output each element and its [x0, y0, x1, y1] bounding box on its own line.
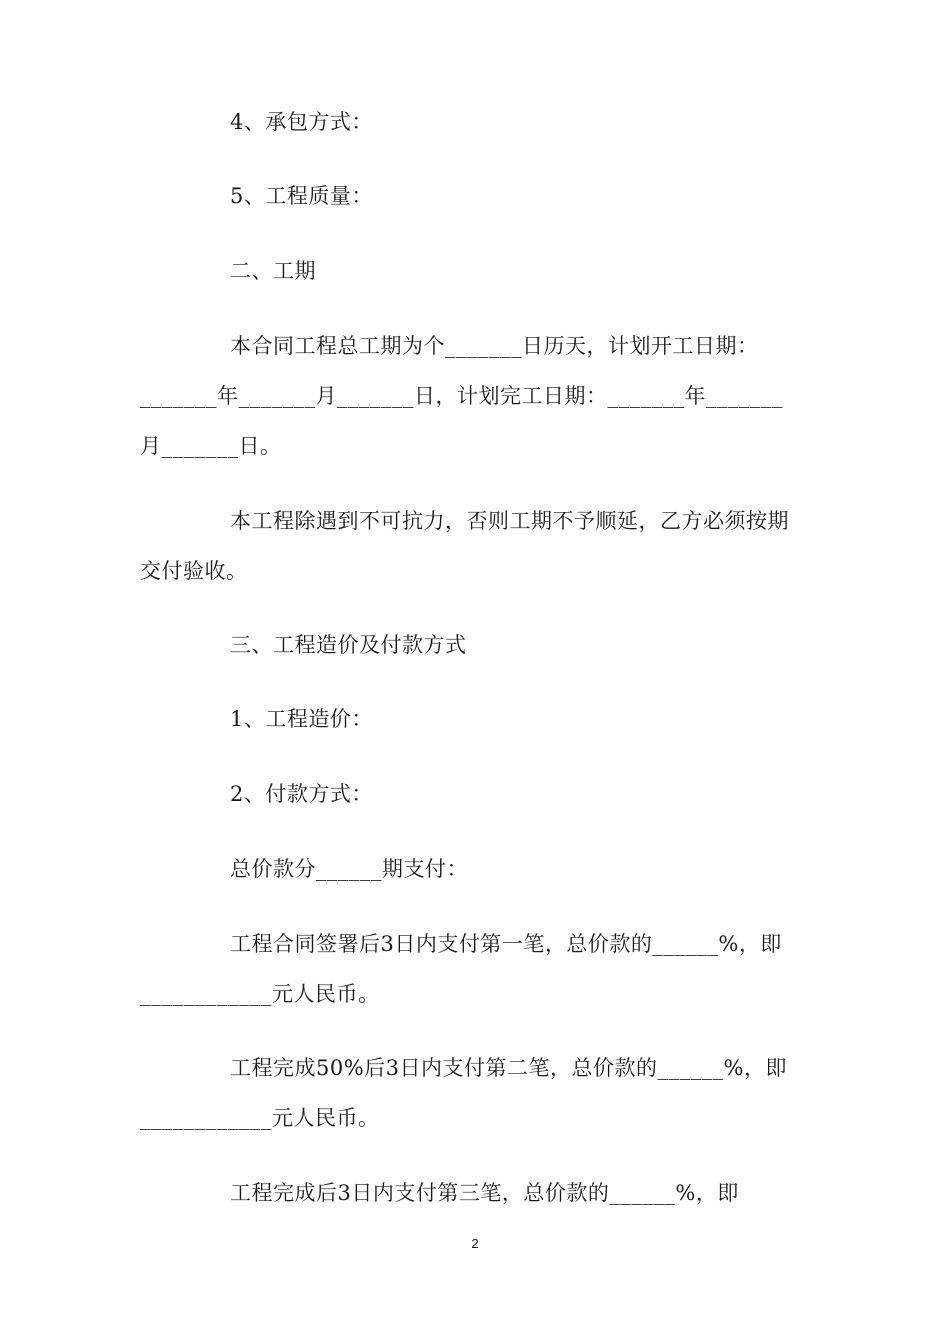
payment-2-line-1: 工程完成50%后3日内支付第二笔，总价款的______%，即: [230, 1056, 787, 1080]
duration-paragraph-line-2: _______年_______月_______日，计划完工日期：_______年_______: [140, 384, 783, 408]
force-majeure-paragraph-line-2: 交付验收。: [140, 559, 248, 583]
force-majeure-paragraph-line-1: 本工程除遇到不可抗力，否则工期不予顺延，乙方必须按期: [230, 509, 789, 533]
installments-line: 总价款分______期支付：: [230, 857, 468, 881]
payment-3-line-1: 工程完成后3日内支付第三笔，总价款的______%，即: [230, 1181, 739, 1205]
section-3-heading: 三、工程造价及付款方式: [230, 633, 467, 657]
page-number: 2: [471, 1236, 479, 1251]
duration-paragraph-line-1: 本合同工程总工期为个_______日历天，计划开工日期：: [230, 334, 759, 358]
clause-5-quality: 5、工程质量：: [230, 184, 373, 208]
clause-4-contract-method: 4、承包方式：: [230, 110, 373, 134]
clause-2-payment: 2、付款方式：: [230, 782, 373, 806]
payment-1-line-1: 工程合同签署后3日内支付第一笔，总价款的______%，即: [230, 932, 782, 956]
payment-1-line-2: ____________元人民币。: [140, 982, 380, 1006]
duration-paragraph-line-3: 月_______日。: [140, 434, 282, 458]
payment-2-line-2: ____________元人民币。: [140, 1106, 380, 1130]
clause-1-price: 1、工程造价：: [230, 707, 373, 731]
section-2-heading: 二、工期: [230, 259, 316, 283]
